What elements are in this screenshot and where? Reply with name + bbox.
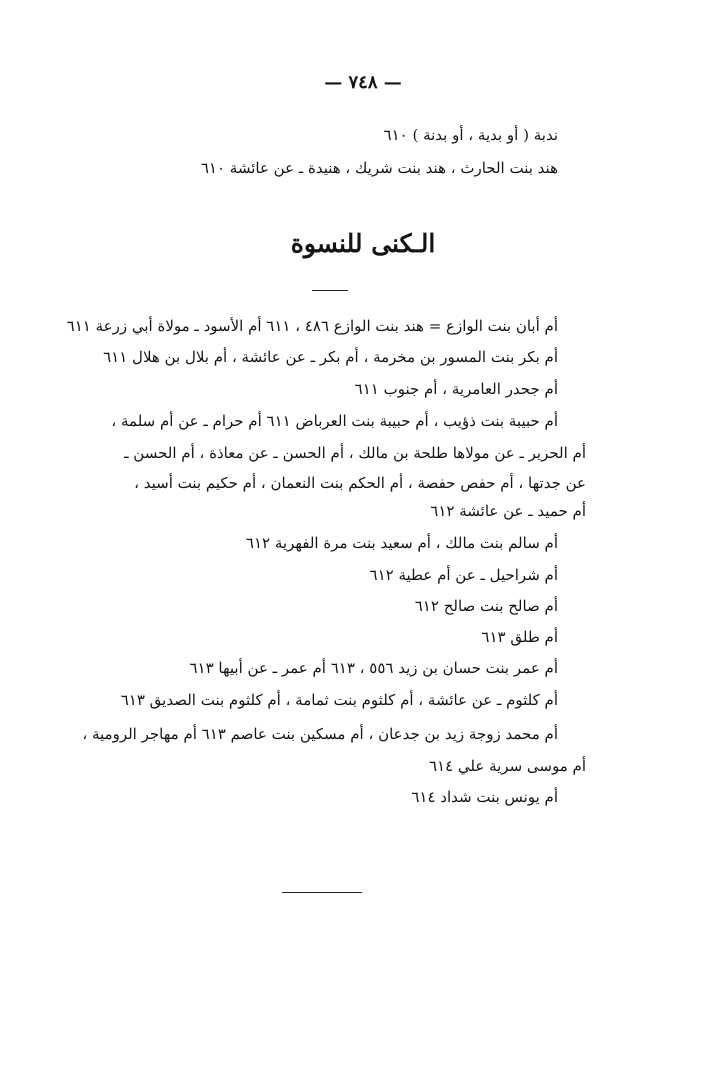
index-entry: أم حميد ـ عن عائشة ٦١٢	[430, 502, 586, 520]
page-number: — ٧٤٨ —	[324, 72, 402, 93]
index-entry: أم سالم بنت مالك ، أم سعيد بنت مرة الفهرية ٦١٢	[245, 534, 558, 552]
index-entry: أم عمر بنت حسان بن زيد ٥٥٦ ، ٦١٣ أم عمر ـ عن أبيها ٦١٣	[189, 659, 558, 677]
section-title: الـكنى للنسوة	[290, 229, 436, 258]
index-entry: أم صالح بنت صالح ٦١٢	[414, 597, 558, 615]
index-entry: أم بكر بنت المسور بن مخرمة ، أم بكر ـ عن عائشة ، أم بلال بن هلال ٦١١	[103, 348, 558, 366]
index-line-hind: هند بنت الحارث ، هند بنت شريك ، هنيدة ـ عن عائشة ٦١٠	[200, 159, 558, 177]
index-entry: أم طلق ٦١٣	[481, 628, 558, 646]
index-entry: أم كلثوم ـ عن عائشة ، أم كلثوم بنت ثمامة ، أم كلثوم بنت الصديق ٦١٣	[120, 691, 558, 709]
index-entry: أم شراحيل ـ عن أم عطية ٦١٢	[369, 566, 558, 584]
index-entry: أم محمد زوجة زيد بن جدعان ، أم مسكين بنت عاصم ٦١٣ أم مهاجر الرومية ،	[82, 725, 558, 743]
index-entry: أم الحرير ـ عن مولاها طلحة بن مالك ، أم الحسن ـ عن معاذة ، أم الحسن ـ	[124, 444, 586, 462]
index-line-nadba: ندبة ( أو بدية ، أو بدنة ) ٦١٠	[383, 126, 558, 144]
index-entry: عن جدتها ، أم حفص حفصة ، أم الحكم بنت النعمان ، أم حكيم بنت أسيد ،	[134, 474, 586, 492]
closing-rule	[282, 892, 362, 893]
index-entry: أم جحدر العامرية ، أم جنوب ٦١١	[354, 380, 558, 398]
title-underline-rule	[312, 290, 348, 291]
index-entry: أم يونس بنت شداد ٦١٤	[411, 788, 558, 806]
index-entry: أم حبيبة بنت ذؤيب ، أم حبيبة بنت العرباض ٦١١ أم حرام ـ عن أم سلمة ،	[111, 412, 558, 430]
index-entry: أم موسى سرية علي ٦١٤	[428, 757, 586, 775]
index-entry: أم أبان بنت الوازع = هند بنت الوازع ٤٨٦ ، ٦١١ أم الأسود ـ مولاة أبي زرعة ٦١١	[66, 317, 558, 335]
